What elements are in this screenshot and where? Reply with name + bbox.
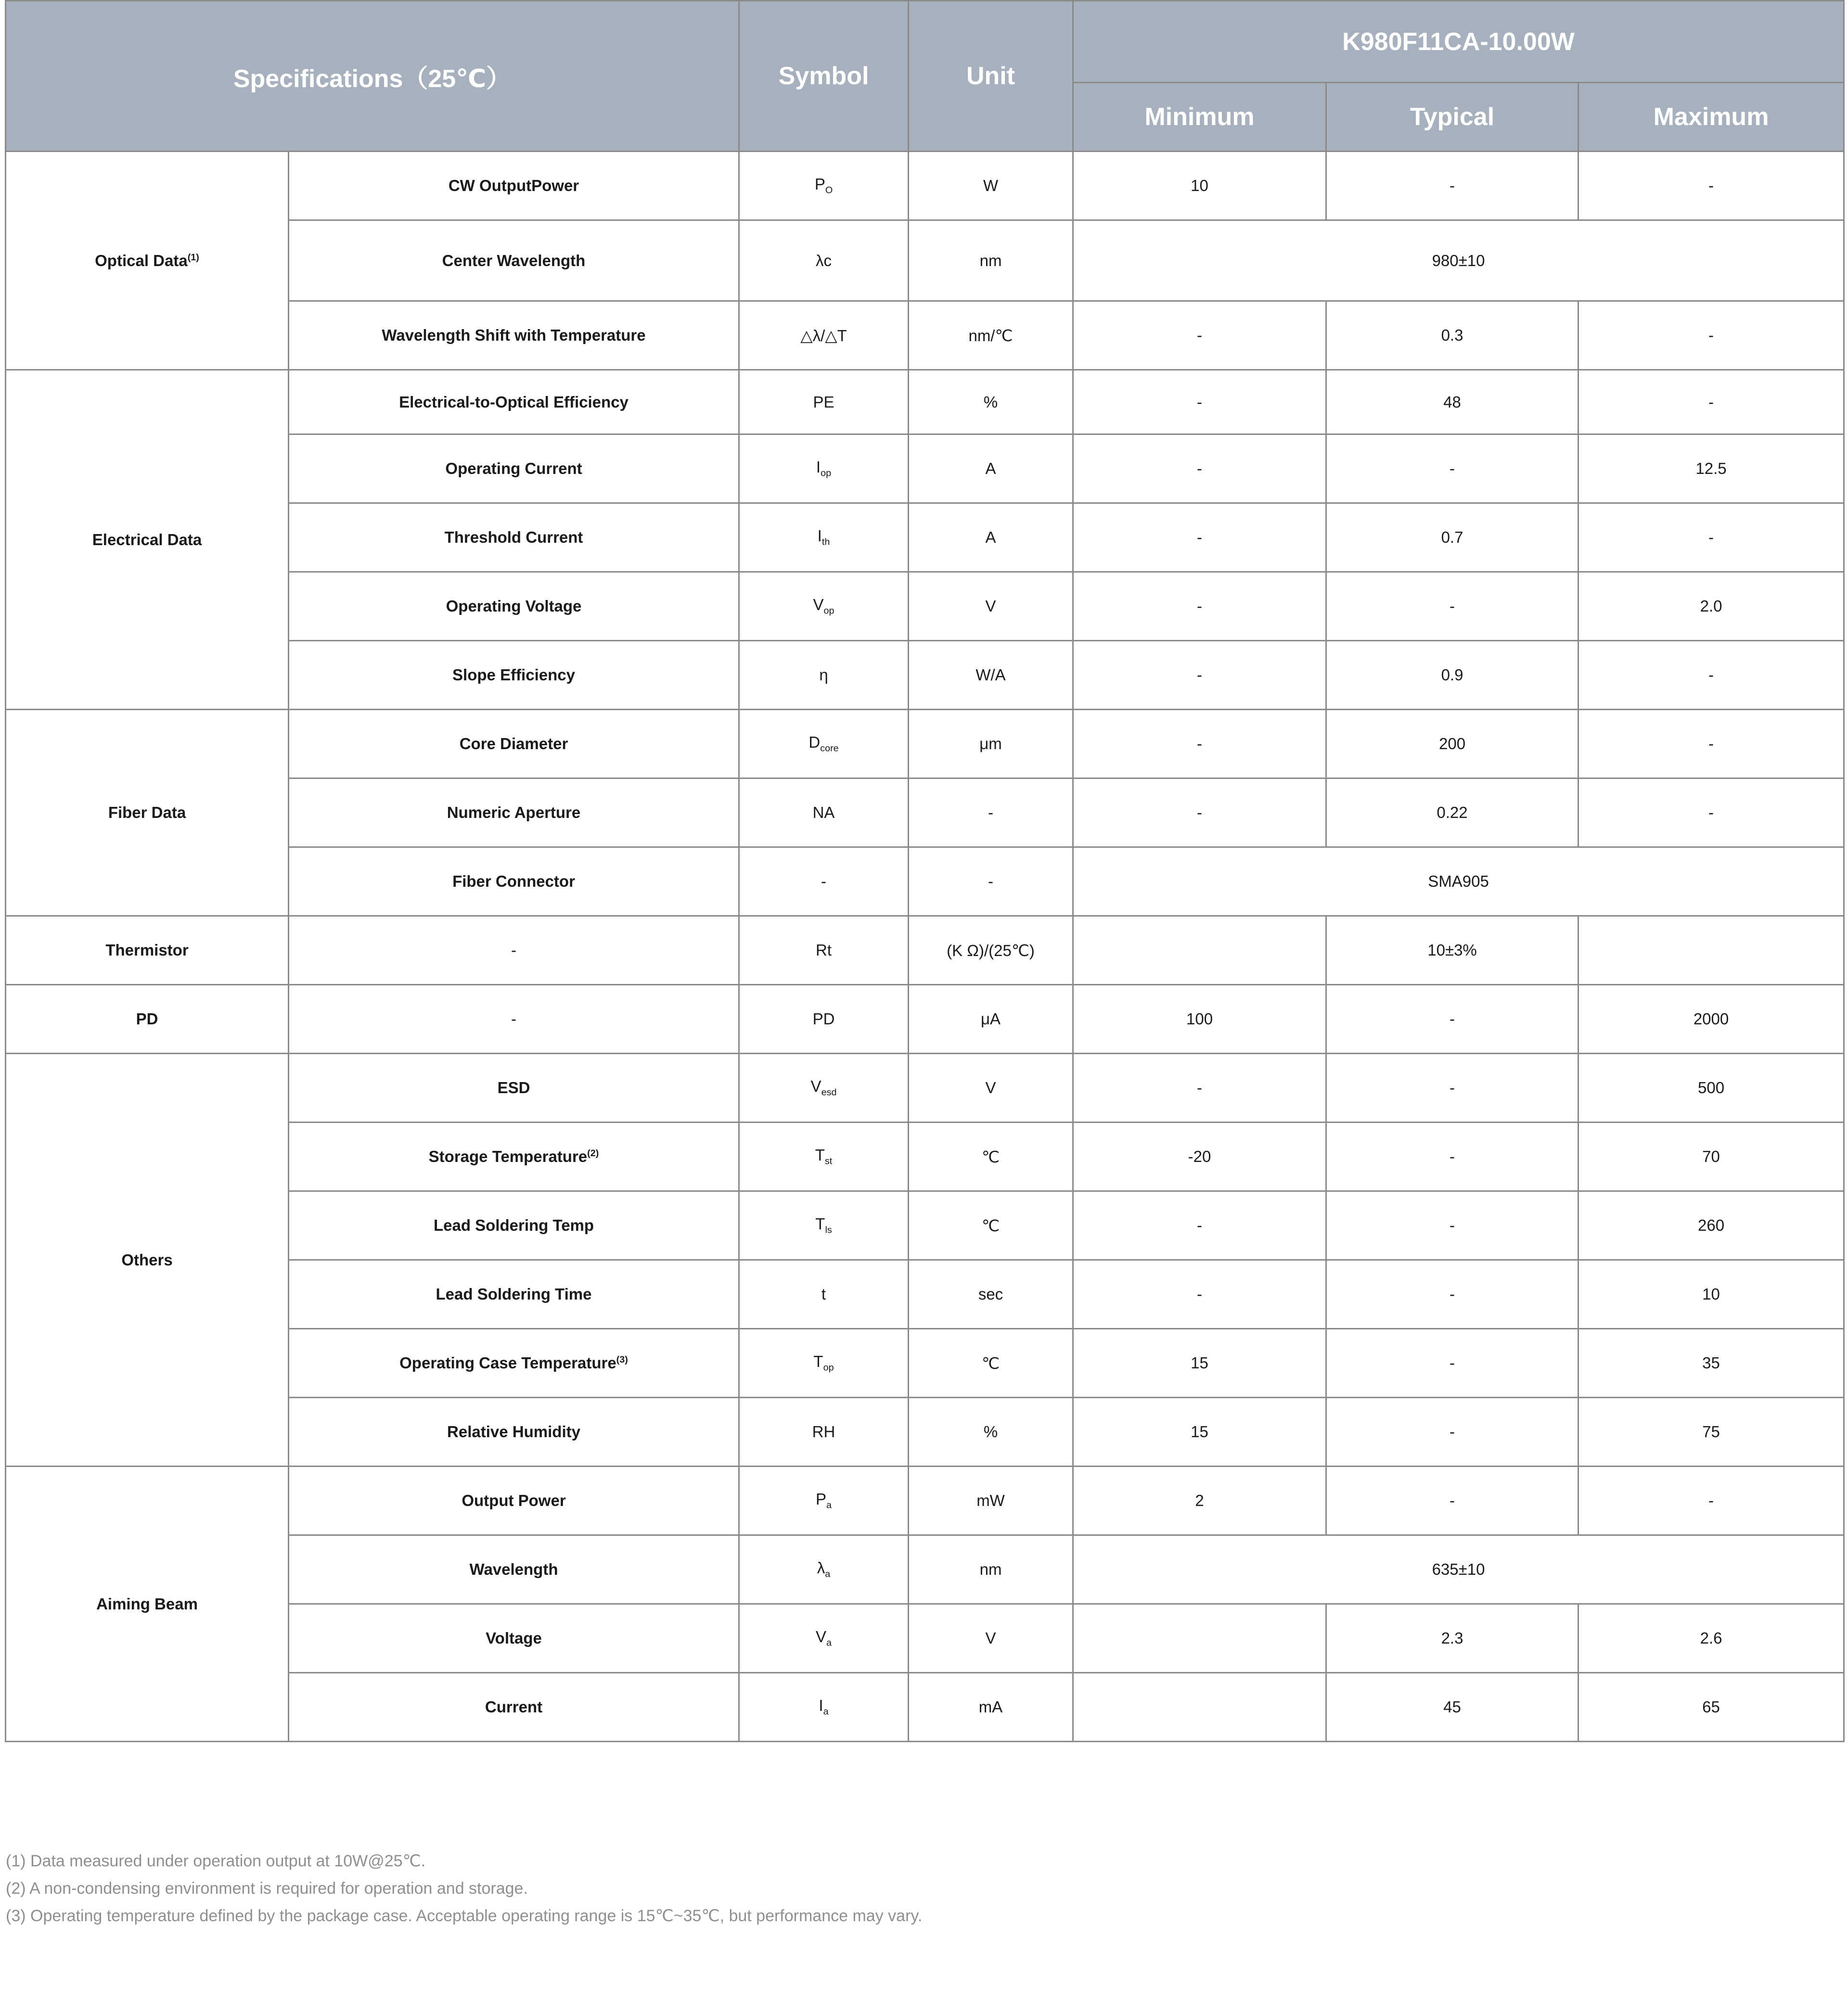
symbol-label: I [817,527,822,545]
maximum-cell: 75 [1578,1398,1844,1467]
symbol-label: η [819,666,828,684]
unit-cell: W [909,152,1073,220]
symbol-subscript: a [826,1637,832,1648]
parameter-label: Lead Soldering Temp [433,1216,594,1234]
parameter-label: Voltage [486,1629,542,1647]
parameter-label: Storage Temperature [428,1148,588,1165]
symbol-label: RH [812,1423,835,1441]
symbol-label: PD [812,1010,835,1028]
parameter-cell [289,370,739,434]
maximum-cell: 500 [1578,1054,1844,1123]
table-row [6,1054,1844,1123]
symbol-cell [739,847,909,916]
merged-value-cell: SMA905 [1073,847,1844,916]
parameter-cell [289,1260,739,1329]
typical-cell: - [1326,985,1578,1054]
minimum-cell: 15 [1073,1398,1326,1467]
typical-cell: 48 [1326,370,1578,434]
parameter-cell [289,152,739,220]
symbol-cell [739,220,909,301]
unit-cell: A [909,503,1073,572]
maximum-cell: 2.6 [1578,1604,1844,1673]
symbol-label: P [814,175,825,193]
symbol-cell [739,641,909,710]
header-specifications: Specifications（25℃） [6,1,739,152]
minimum-cell: 100 [1073,985,1326,1054]
parameter-cell [289,916,739,985]
symbol-label: P [816,1490,827,1508]
typical-cell: 200 [1326,710,1578,778]
symbol-cell [739,1054,909,1123]
maximum-cell: 2.0 [1578,572,1844,641]
group-cell [6,916,289,985]
typical-cell: 0.9 [1326,641,1578,710]
parameter-cell [289,1329,739,1398]
symbol-label: T [813,1352,823,1371]
parameter-cell [289,1123,739,1191]
maximum-cell: 35 [1578,1329,1844,1398]
group-cell [6,152,289,370]
group-label: Others [121,1250,173,1269]
merged-value-cell: 980±10 [1073,220,1844,301]
symbol-subscript: op [823,605,834,616]
parameter-label: Slope Efficiency [452,666,575,684]
parameter-cell [289,778,739,847]
unit-cell: V [909,1054,1073,1123]
parameter-label: Wavelength Shift with Temperature [382,326,646,344]
group-label: Electrical Data [92,530,202,549]
parameter-label: Operating Current [445,459,582,477]
symbol-label: △λ/△T [800,326,847,344]
typical-cell: - [1326,1054,1578,1123]
symbol-cell [739,1604,909,1673]
maximum-cell: 260 [1578,1191,1844,1260]
symbol-cell [739,1467,909,1535]
group-label: Fiber Data [108,804,186,821]
symbol-label: I [819,1697,823,1715]
parameter-cell [289,847,739,916]
parameter-footnote-mark: (3) [616,1354,628,1365]
symbol-label: Rt [816,941,832,959]
symbol-label: V [813,596,824,614]
symbol-subscript: st [824,1156,833,1167]
group-label: Aiming Beam [96,1595,198,1613]
symbol-cell [739,434,909,503]
group-cell [6,370,289,710]
parameter-label: Threshold Current [444,528,583,546]
parameter-label: Numeric Aperture [447,804,581,821]
symbol-cell [739,301,909,370]
parameter-label: Output Power [462,1492,566,1509]
maximum-cell: - [1578,370,1844,434]
symbol-cell [739,1673,909,1742]
symbol-label: V [816,1628,827,1646]
maximum-cell: 10 [1578,1260,1844,1329]
header-model: K980F11CA-10.00W [1073,1,1844,83]
minimum-cell: -20 [1073,1123,1326,1191]
table-body [6,152,1844,1742]
minimum-cell: - [1073,641,1326,710]
unit-cell: % [909,1398,1073,1467]
symbol-cell [739,1260,909,1329]
unit-cell: nm [909,220,1073,301]
minimum-cell [1073,916,1326,985]
header-unit: Unit [909,1,1073,152]
unit-cell: μm [909,710,1073,778]
table-row [6,916,1844,985]
unit-cell: V [909,572,1073,641]
parameter-cell [289,1604,739,1673]
maximum-cell: - [1578,503,1844,572]
unit-cell: - [909,778,1073,847]
symbol-subscript: op [821,468,832,479]
unit-cell: ℃ [909,1191,1073,1260]
symbol-cell [739,710,909,778]
symbol-label: λ [817,1559,825,1577]
merged-value-cell: 635±10 [1073,1535,1844,1604]
typical-cell: - [1326,1260,1578,1329]
maximum-cell [1578,916,1844,985]
group-label: Thermistor [105,941,189,959]
parameter-label: Lead Soldering Time [436,1285,592,1303]
parameter-cell [289,1398,739,1467]
symbol-label: T [815,1146,825,1164]
maximum-cell: 70 [1578,1123,1844,1191]
symbol-subscript: ls [825,1225,832,1236]
maximum-cell: 65 [1578,1673,1844,1742]
symbol-label: I [816,458,821,476]
unit-cell: mA [909,1673,1073,1742]
typical-cell: - [1326,152,1578,220]
group-label: PD [136,1010,158,1028]
parameter-label: ESD [497,1079,530,1097]
group-cell [6,1467,289,1742]
typical-cell: 10±3% [1326,916,1578,985]
parameter-cell [289,1191,739,1260]
symbol-subscript: op [823,1362,834,1373]
unit-cell: W/A [909,641,1073,710]
typical-cell: - [1326,1191,1578,1260]
minimum-cell: - [1073,301,1326,370]
footnote-2: (2) A non-condensing environment is required for operation and storage. [6,1879,528,1898]
minimum-cell: 10 [1073,152,1326,220]
symbol-subscript: O [825,185,833,196]
parameter-label: Current [485,1698,543,1716]
typical-cell: - [1326,572,1578,641]
symbol-cell [739,152,909,220]
spec-table [5,0,1845,1742]
symbol-cell [739,916,909,985]
symbol-label: V [810,1077,821,1096]
parameter-cell [289,1535,739,1604]
maximum-cell: - [1578,152,1844,220]
typical-cell: 2.3 [1326,1604,1578,1673]
minimum-cell: - [1073,1191,1326,1260]
parameter-cell [289,985,739,1054]
typical-cell: - [1326,1398,1578,1467]
minimum-cell: 2 [1073,1467,1326,1535]
parameter-label: - [511,941,516,959]
maximum-cell: - [1578,1467,1844,1535]
symbol-label: - [821,872,827,890]
minimum-cell: - [1073,1260,1326,1329]
typical-cell: 45 [1326,1673,1578,1742]
typical-cell: - [1326,1467,1578,1535]
table-row [6,985,1844,1054]
parameter-label: Wavelength [469,1560,558,1578]
parameter-label: Operating Voltage [446,597,582,615]
symbol-subscript: core [820,743,839,754]
group-cell [6,985,289,1054]
parameter-cell [289,1673,739,1742]
group-cell [6,1054,289,1467]
symbol-cell [739,370,909,434]
symbol-label: t [821,1285,826,1303]
parameter-cell [289,1054,739,1123]
symbol-cell [739,1535,909,1604]
symbol-label: T [815,1215,825,1233]
typical-cell: 0.3 [1326,301,1578,370]
unit-cell: mW [909,1467,1073,1535]
symbol-cell [739,503,909,572]
unit-cell: % [909,370,1073,434]
minimum-cell [1073,1604,1326,1673]
footnote-3: (3) Operating temperature defined by the package case. Acceptable operating range is 15℃~35℃, but performance may vary. [6,1907,923,1925]
minimum-cell: - [1073,572,1326,641]
parameter-label: CW OutputPower [448,177,579,194]
table-row [6,710,1844,778]
symbol-cell [739,1191,909,1260]
symbol-label: λc [816,251,832,269]
parameter-label: Center Wavelength [442,251,586,269]
unit-cell: nm/℃ [909,301,1073,370]
typical-cell: - [1326,1329,1578,1398]
minimum-cell [1073,1673,1326,1742]
unit-cell: A [909,434,1073,503]
minimum-cell: 15 [1073,1329,1326,1398]
parameter-label: Core Diameter [459,735,568,753]
typical-cell: 0.22 [1326,778,1578,847]
symbol-cell [739,1329,909,1398]
unit-cell: sec [909,1260,1073,1329]
parameter-label: Fiber Connector [452,872,575,890]
header-symbol: Symbol [739,1,909,152]
maximum-cell: - [1578,641,1844,710]
maximum-cell: - [1578,710,1844,778]
minimum-cell: - [1073,710,1326,778]
group-footnote-mark: (1) [187,252,199,263]
parameter-cell [289,1467,739,1535]
typical-cell: - [1326,434,1578,503]
parameter-label: - [511,1010,516,1028]
parameter-label: Electrical-to-Optical Efficiency [399,393,629,411]
group-cell [6,710,289,916]
header-typical: Typical [1326,83,1578,152]
minimum-cell: - [1073,778,1326,847]
symbol-cell [739,1398,909,1467]
symbol-label: NA [812,804,835,821]
unit-cell: V [909,1604,1073,1673]
minimum-cell: - [1073,503,1326,572]
symbol-subscript: a [823,1706,829,1717]
minimum-cell: - [1073,370,1326,434]
parameter-cell [289,503,739,572]
unit-cell: ℃ [909,1123,1073,1191]
parameter-footnote-mark: (2) [587,1148,599,1159]
unit-cell: ℃ [909,1329,1073,1398]
parameter-cell [289,434,739,503]
parameter-cell [289,572,739,641]
table-row [6,370,1844,434]
typical-cell: 0.7 [1326,503,1578,572]
unit-cell: nm [909,1535,1073,1604]
parameter-label: Operating Case Temperature [399,1354,616,1372]
parameter-cell [289,220,739,301]
parameter-cell [289,301,739,370]
group-label: Optical Data [95,251,188,269]
footnotes [6,1848,922,1930]
symbol-subscript: th [821,536,830,548]
header-minimum: Minimum [1073,83,1326,152]
symbol-label: D [808,733,821,752]
symbol-cell [739,572,909,641]
table-row [6,152,1844,220]
maximum-cell: 12.5 [1578,434,1844,503]
symbol-cell [739,778,909,847]
table-header [6,1,1844,152]
symbol-subscript: esd [821,1087,837,1098]
footnote-1: (1) Data measured under operation output at 10W@25℃. [6,1852,426,1870]
symbol-subscript: a [826,1500,832,1511]
symbol-subscript: a [825,1569,831,1580]
header-maximum: Maximum [1578,83,1844,152]
typical-cell: - [1326,1123,1578,1191]
minimum-cell: - [1073,1054,1326,1123]
parameter-cell [289,710,739,778]
maximum-cell: - [1578,778,1844,847]
maximum-cell: - [1578,301,1844,370]
unit-cell: - [909,847,1073,916]
symbol-cell [739,1123,909,1191]
minimum-cell: - [1073,434,1326,503]
symbol-cell [739,985,909,1054]
parameter-cell [289,641,739,710]
symbol-label: PE [813,393,834,411]
table-row [6,1467,1844,1535]
unit-cell: (K Ω)/(25℃) [909,916,1073,985]
parameter-label: Relative Humidity [447,1423,580,1441]
unit-cell: μA [909,985,1073,1054]
maximum-cell: 2000 [1578,985,1844,1054]
